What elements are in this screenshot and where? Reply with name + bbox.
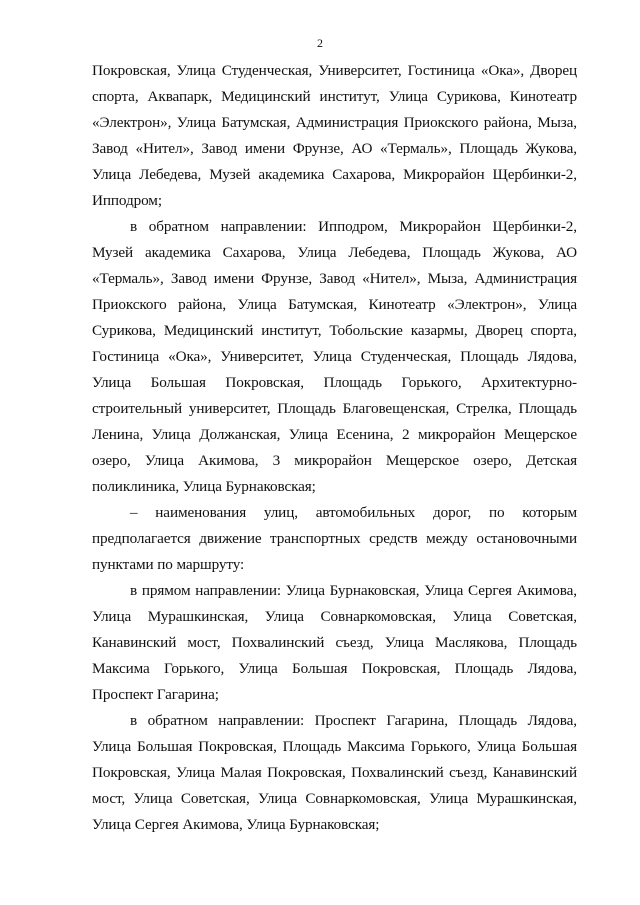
page-number: 2 — [317, 36, 323, 50]
paragraph-reverse-streets: в обратном направлении: Проспект Гагарина, Площадь Лядова, Улица Большая Покровская, Площадь Максима Горького, Улица Большая Покровская, Улица Малая Покровская, Похвалинский съезд, Канавинский мост, Улица Советская, Улица Совнаркомовская, Улица Мурашкинская, Улица Сергея Акимова, Улица Бурнаковская; — [92, 712, 577, 833]
document-body — [92, 58, 577, 838]
paragraph-forward-route-continuation: Покровская, Улица Студенческая, Университет, Гостиница «Ока», Дворец спорта, Аквапарк, Медицинский институт, Улица Сурикова, Кинотеатр «Электрон», Улица Батумская, Администрация Приокского района, Мыза, Завод «Нител», Завод имени Фрунзе, АО «Термаль», Площадь Жукова, Улица Лебедева, Музей академика Сахарова, Микрорайон Щербинки-2, Ипподром; — [92, 62, 577, 209]
paragraph-forward-streets: в прямом направлении: Улица Бурнаковская, Улица Сергея Акимова, Улица Мурашкинская, Улица Совнаркомовская, Улица Советская, Канавинский мост, Похвалинский съезд, Улица Маслякова, Площадь Максима Горького, Улица Большая Покровская, Площадь Лядова, Проспект Гагарина; — [92, 582, 577, 703]
paragraph-street-names-heading: – наименования улиц, автомобильных дорог, по которым предполагается движение транспортных средств между остановочными пунктами по маршруту: — [92, 504, 577, 573]
paragraph-reverse-route-stops: в обратном направлении: Ипподром, Микрорайон Щербинки-2, Музей академика Сахарова, Улица Лебедева, Площадь Жукова, АО «Термаль», Завод имени Фрунзе, Завод «Нител», Мыза, Администрация Приокского района, Улица Батумская, Кинотеатр «Электрон», Улица Сурикова, Медицинский институт, Тобольские казармы, Дворец спорта, Гостиница «Ока», Университет, Улица Студенческая, Площадь Лядова, Улица Большая Покровская, Площадь Горького, Архитектурно-строительный университет, Площадь Благовещенская, Стрелка, Площадь Ленина, Улица Должанская, Улица Есенина, 2 микрорайон Мещерское озеро, Улица Акимова, 3 микрорайон Мещерское озеро, Детская поликлиника, Улица Бурнаковская; — [92, 218, 577, 495]
